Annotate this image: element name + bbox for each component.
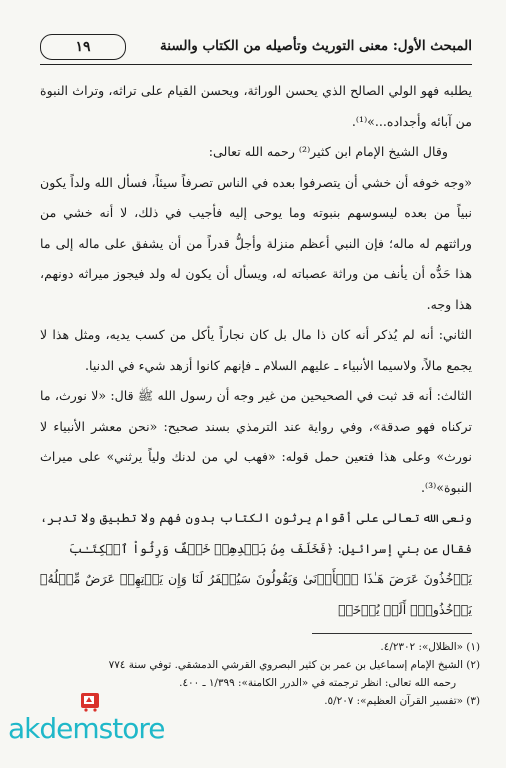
footnote-divider — [312, 633, 472, 634]
page-number: ١٩ — [40, 34, 126, 60]
watermark-text: akdemstore — [8, 712, 165, 745]
chapter-title: المبحث الأول: معنى التوريث وتأصيله من الكتاب والسنة — [160, 38, 472, 54]
paragraph-2: وقال الشيخ الإمام ابن كثير⁽²⁾ رحمه الله تعالى: — [208, 144, 448, 159]
header-divider — [40, 64, 472, 65]
paragraph-1: يطلبه فهو الولي الصالح الذي يحسن الوراثة، ويحسن القيام على تراثه، وتراث النبوة من آبائه وأجداده...»⁽¹⁾. — [40, 83, 472, 129]
paragraph-3: «وجه خوفه أن خشي أن يتصرفوا بعده في الناس تصرفاً سيئاً، فسأل الله ولداً يكون نبياً من بعده ليسوسهم بنبوته وما يوحى إليه فأجيب في ذلك، لا أنه خشي من وراثتهم له ماله؛ فإن النبي أعظم منزلة وأجلُّ قدراً من أن يشفق على ماله إلى ما هذا حَدُّه أن يأنف من وراثة عصباته له، ويسأل أن يكون له ولد فيجوز ميراثه دونهم، هذا وجه. — [40, 174, 472, 312]
store-watermark — [8, 690, 178, 760]
footnote-1: (١) «الظلال»: ٤/٢٣٠٢. — [380, 641, 480, 653]
paragraph-5: الثالث: أنه قد ثبت في الصحيحين من غير وجه أن رسول الله ﷺ قال: «لا نورث، ما تركناه فهو صدقة»، وفي رواية عند الترمذي بسند صحيح: «نحن معشر الأنبياء لا نورث» وعلى هذا فتعين حمل قوله: «فهب لي من لدنك ولياً يرثني» على ميراث النبوة»⁽³⁾. — [40, 388, 472, 495]
paragraph-4: الثاني: أنه لم يُذكر أنه كان ذا مال بل كان نجاراً يأكل من كسب يديه، ومثل هذا لا يجمع مالاً، ولاسيما الأنبياء ـ عليهم السلام ـ فإنهم كانوا أزهد شيء في الدنيا. — [40, 327, 472, 373]
running-header — [40, 34, 472, 62]
paragraph-6: ونعى الله تعالى على أقوام يرثون الكتاب بدون فهم ولا تطبيق ولا تدبر، فقال عن بني إسرائيل: ﴿فَخَلَفَ مِنۢ بَعۡدِهِمۡ خَلۡفٌ وَرِثُواْ ٱلۡكِتَـٰبَ — [40, 510, 472, 556]
footnote-2-continued: رحمه الله تعالى: انظر ترجمته في «الدرر الكامنة»: ١/٣٩٩ ـ ٤٠٠. — [179, 677, 456, 689]
quran-verse-line: يَأۡخُذُونَ عَرَضَ هَـٰذَا ٱلۡأَدۡنَىٰ وَيَقُولُونَ سَيُغۡفَرُ لَنَا وَإِن يَأۡتِهِمۡ عَرَضٌ مِّثۡلُهُۥ يَأۡخُذُوهُۚ أَلَمۡ يُؤۡخَذۡ — [40, 571, 472, 617]
footnote-2: (٢) الشيخ الإمام إسماعيل بن عمر بن كثير البصروي القرشي الدمشقي. توفي سنة ٧٧٤ — [108, 659, 480, 671]
footnote-3: (٣) «تفسير القرآن العظيم»: ٥/٢٠٧. — [324, 695, 480, 707]
book-cart-logo-icon — [80, 690, 102, 712]
main-text — [40, 76, 472, 625]
